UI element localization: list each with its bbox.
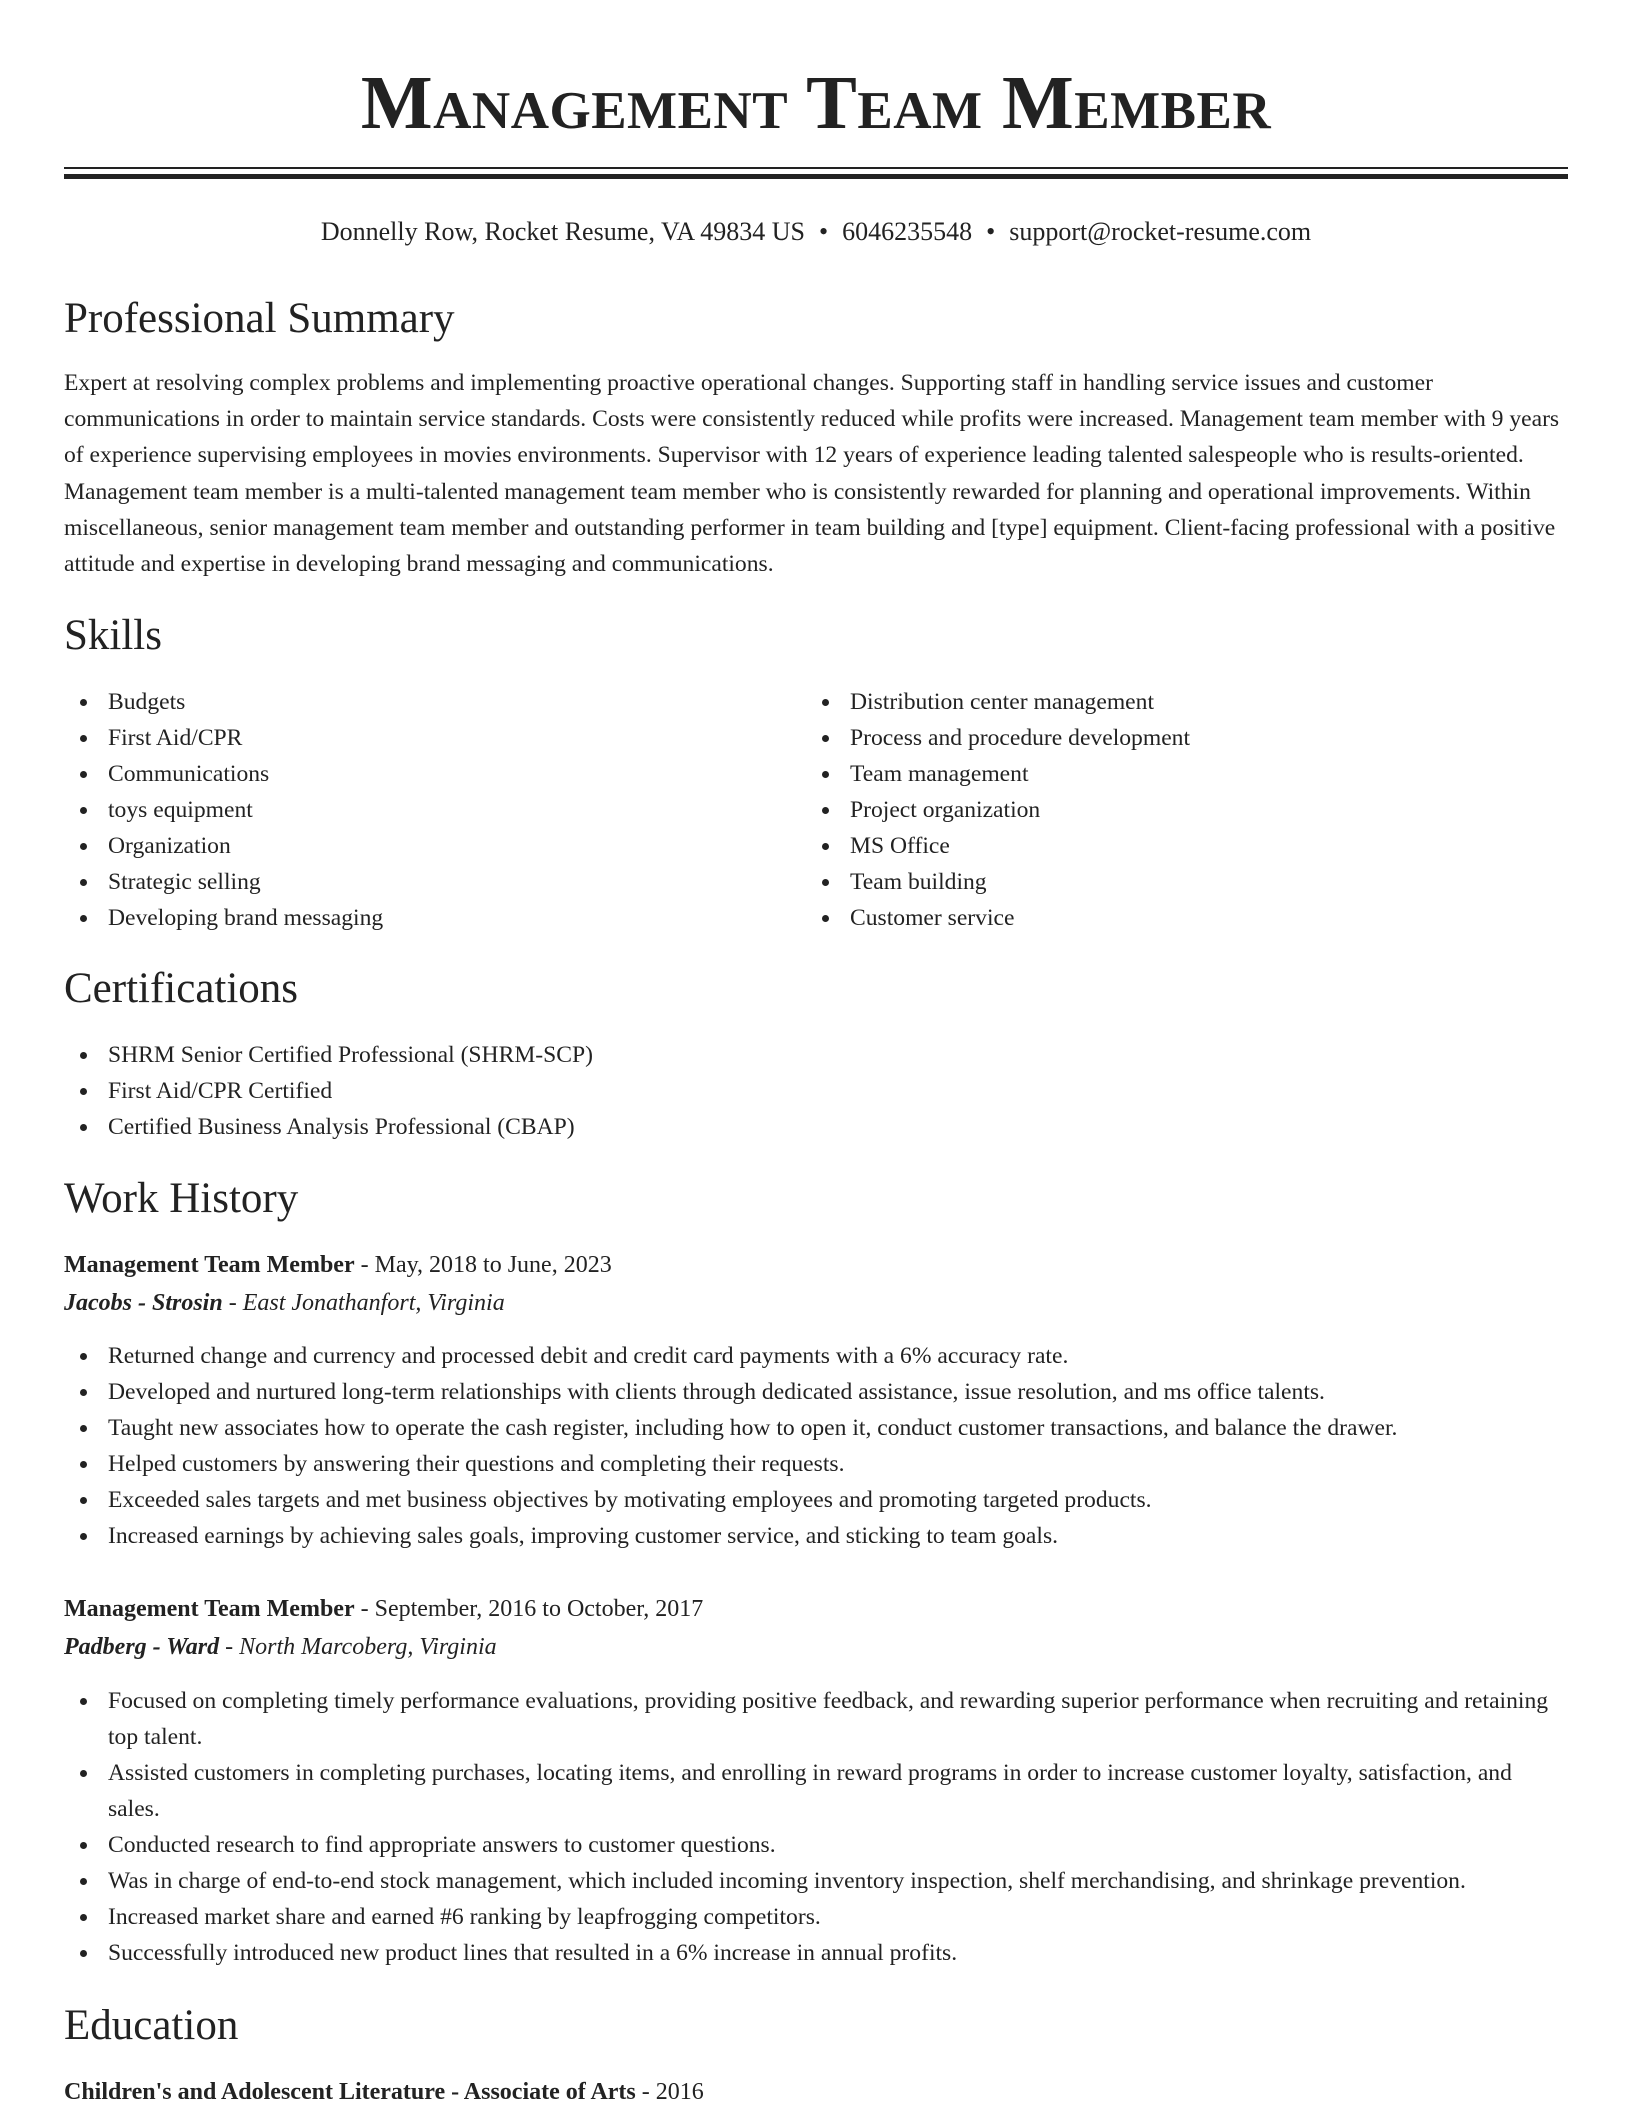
skill-item: Budgets	[64, 684, 804, 720]
skill-item: Distribution center management	[806, 684, 1546, 720]
job-title: Management Team Member	[64, 1252, 355, 1278]
contact-separator: •	[986, 217, 996, 246]
job-company-line	[64, 1285, 505, 1321]
job-location: - North Marcoberg, Virginia	[219, 1634, 497, 1660]
skill-item: Developing brand messaging	[64, 900, 804, 936]
skills-list-left	[64, 684, 804, 936]
job-bullet: Successfully introduced new product lines that resulted in a 6% increase in annual profits.	[64, 1935, 1568, 1971]
job-bullet: Conducted research to find appropriate answers to customer questions.	[64, 1827, 1568, 1863]
job-bullet: Focused on completing timely performance evaluations, providing positive feedback, and rewarding superior performance when recruiting and retaining top talent.	[64, 1683, 1568, 1755]
work-history-heading: Work History	[64, 1175, 299, 1222]
job-bullet: Returned change and currency and processed debit and credit card payments with a 6% accuracy rate.	[64, 1338, 1568, 1374]
skill-item: Team management	[806, 756, 1546, 792]
job-bullet: Helped customers by answering their questions and completing their requests.	[64, 1446, 1568, 1482]
job-bullets	[64, 1338, 1568, 1554]
summary-heading: Professional Summary	[64, 295, 455, 342]
education-heading: Education	[64, 2002, 239, 2049]
certifications-list	[64, 1037, 1568, 1145]
job-title: Management Team Member	[64, 1596, 355, 1622]
job-bullet: Increased earnings by achieving sales goals, improving customer service, and sticking to team goals.	[64, 1518, 1568, 1554]
certification-item: Certified Business Analysis Professional (CBAP)	[64, 1109, 1568, 1145]
skill-item: Customer service	[806, 900, 1546, 936]
skills-list-right	[806, 684, 1546, 936]
job-title-line	[64, 1591, 703, 1627]
resume-name: Management Team Member	[360, 61, 1272, 145]
header-rule-thick	[64, 174, 1568, 179]
education-degree: Children's and Adolescent Literature - Associate of Arts	[64, 2079, 636, 2105]
job-company: Jacobs - Strosin	[64, 1290, 223, 1316]
skill-item: Organization	[64, 828, 804, 864]
job-company: Padberg - Ward	[64, 1634, 220, 1660]
certification-item: First Aid/CPR Certified	[64, 1073, 1568, 1109]
skills-heading: Skills	[64, 612, 162, 659]
skill-item: First Aid/CPR	[64, 720, 804, 756]
job-bullets	[64, 1683, 1568, 1971]
job-title-line	[64, 1247, 612, 1283]
summary-text: Expert at resolving complex problems and implementing proactive operational changes. Supporting staff in handling service issues and customer communications in order to maintain service standards. Costs were consistently reduced while profits were increased. Management team member with 9 years of experience supervising employees in movies environments. Supervisor with 12 years of experience leading talented salespeople who is results-oriented. Management team member is a multi-talented management team member who is consistently rewarded for planning and operational improvements. Within miscellaneous, senior management team member and outstanding performer in team building and [type] equipment. Client-facing professional with a positive attitude and expertise in developing brand messaging and communications.	[64, 370, 1560, 578]
skill-item: MS Office	[806, 828, 1546, 864]
education-year: - 2016	[635, 2079, 704, 2105]
job-bullet: Increased market share and earned #6 ranking by leapfrogging competitors.	[64, 1899, 1568, 1935]
job-bullet: Was in charge of end-to-end stock management, which included incoming inventory inspection, shelf merchandising, and shrinkage prevention.	[64, 1863, 1568, 1899]
contact-address: Donnelly Row, Rocket Resume, VA 49834 US	[320, 217, 805, 246]
skill-item: Communications	[64, 756, 804, 792]
job-company-line	[64, 1629, 497, 1665]
contact-separator: •	[819, 217, 829, 246]
job-location: - East Jonathanfort, Virginia	[222, 1290, 505, 1316]
job-bullet: Assisted customers in completing purchases, locating items, and enrolling in reward programs in order to increase customer loyalty, satisfaction, and sales.	[64, 1755, 1568, 1827]
skill-item: toys equipment	[64, 792, 804, 828]
header-rule-thin	[64, 167, 1568, 169]
job-dates: - September, 2016 to October, 2017	[354, 1596, 704, 1622]
skill-item: Strategic selling	[64, 864, 804, 900]
skill-item: Project organization	[806, 792, 1546, 828]
job-bullet: Taught new associates how to operate the cash register, including how to open it, conduct customer transactions, and balance the drawer.	[64, 1410, 1568, 1446]
skill-item: Team building	[806, 864, 1546, 900]
contact-phone: 6046235548	[842, 217, 973, 246]
certification-item: SHRM Senior Certified Professional (SHRM-SCP)	[64, 1037, 1568, 1073]
job-dates: - May, 2018 to June, 2023	[354, 1252, 612, 1278]
job-bullet: Developed and nurtured long-term relationships with clients through dedicated assistance, issue resolution, and ms office talents.	[64, 1374, 1568, 1410]
contact-email: support@rocket-resume.com	[1009, 217, 1312, 246]
certifications-heading: Certifications	[64, 965, 299, 1012]
job-bullet: Exceeded sales targets and met business objectives by motivating employees and promoting targeted products.	[64, 1482, 1568, 1518]
contact-line	[64, 214, 1568, 250]
education-entry	[64, 2074, 704, 2110]
skill-item: Process and procedure development	[806, 720, 1546, 756]
